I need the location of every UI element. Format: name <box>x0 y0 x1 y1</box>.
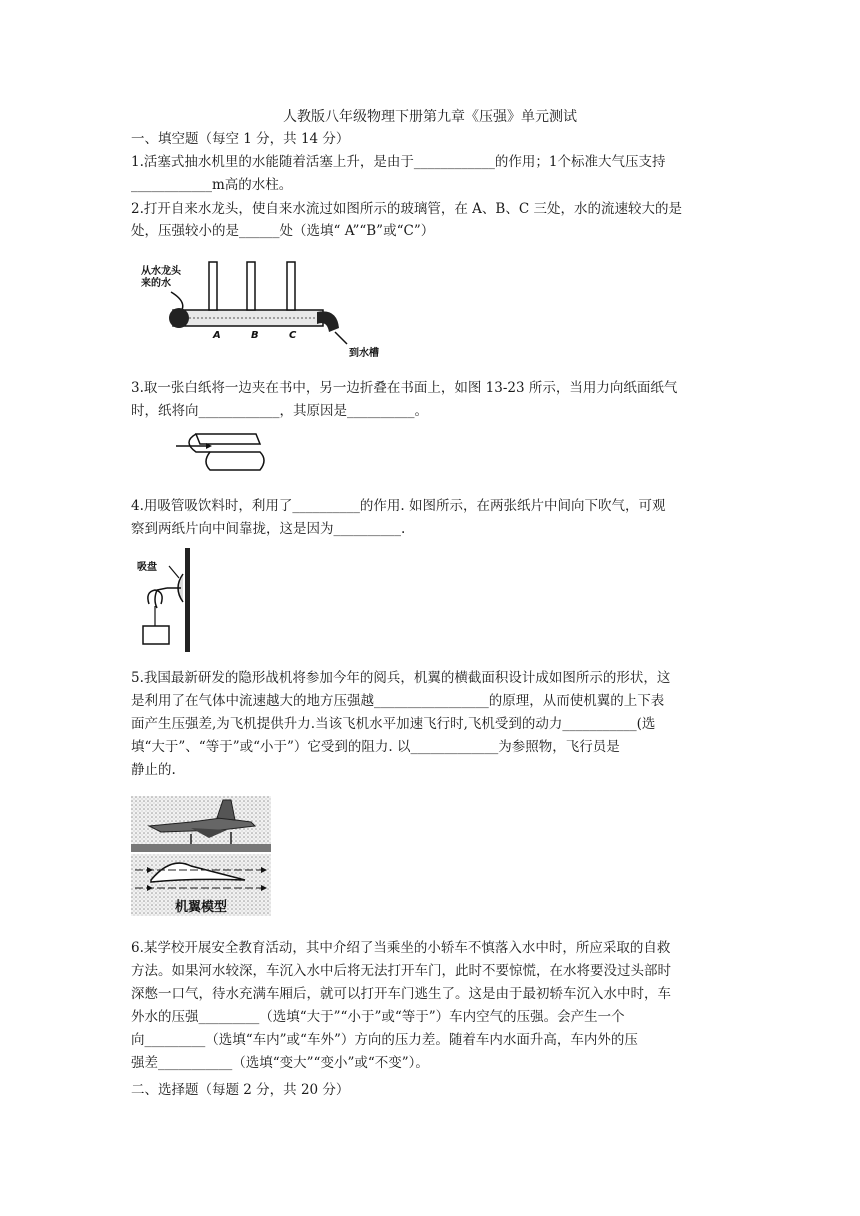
question-6-line-1: 6.某学校开展安全教育活动，其中介绍了当乘坐的小轿车不慎落入水中时，所应采取的自救 <box>131 940 671 956</box>
question-6-line-4: 外水的压强_________（选填“大于”“小于”或“等于”）车内空气的压强。会产生一个 <box>131 1009 625 1025</box>
label-point-c: C <box>289 330 297 341</box>
question-5-line-1: 5.我国最新研发的隐形战机将参加今年的阅兵，机翼的横截面积设计成如图所示的形状，这 <box>131 670 671 686</box>
question-2-line-2: 处，压强较小的是______处（选填“ A”“B”或“C”） <box>131 223 435 239</box>
section-heading-fill-blank: 一、填空题（每空 1 分，共 14 分） <box>131 131 350 147</box>
folded-paper-figure <box>176 424 276 480</box>
suction-cup-figure <box>131 548 201 654</box>
label-from-faucet-1: 从水龙头 <box>141 266 181 277</box>
label-from-faucet-2: 来的水 <box>141 278 171 289</box>
question-5-line-5: 静止的. <box>131 762 176 778</box>
page-title: 人教版八年级物理下册第九章《压强》单元测试 <box>283 109 577 125</box>
label-to-sink: 到水槽 <box>349 348 379 359</box>
question-4-line-2: 察到两纸片向中间靠拢，这是因为__________. <box>131 521 406 537</box>
label-point-a: A <box>213 330 221 341</box>
glass-tube-figure <box>131 258 391 364</box>
question-6-line-5: 向_________（选填“车内”或“车外”）方向的压力差。随着车内水面升高，车内外的压 <box>131 1032 638 1048</box>
question-1-line-1: 1.活塞式抽水机里的水能随着活塞上升，是由于____________的作用；1个标准大气压支持 <box>131 154 666 170</box>
wing-model-figure <box>131 796 271 916</box>
question-5-line-3: 面产生压强差,为飞机提供升力.当该飞机水平加速飞行时,飞机受到的动力___________(选 <box>131 716 656 732</box>
question-6-line-6: 强差___________（选填“变大”“变小”或“不变”）。 <box>131 1055 429 1071</box>
question-1-line-2: ____________m高的水柱。 <box>131 177 293 193</box>
question-3-line-2: 时，纸将向____________，其原因是__________。 <box>131 403 428 419</box>
section-heading-multiple-choice: 二、选择题（每题 2 分，共 20 分） <box>131 1082 350 1098</box>
label-suction-cup: 吸盘 <box>137 562 157 573</box>
question-4-line-1: 4.用吸管吸饮料时，利用了__________的作用. 如图所示，在两张纸片中间向下吹气，可观 <box>131 498 666 514</box>
question-5-line-2: 是利用了在气体中流速越大的地方压强越_________________的原理，从而使机翼的上下表 <box>131 693 665 709</box>
label-point-b: B <box>251 330 259 341</box>
question-6-line-2: 方法。如果河水较深，车沉入水中后将无法打开车门，此时不要惊慌，在水将要没过头部时 <box>131 963 671 979</box>
question-2-line-1: 2.打开自来水龙头，使自来水流过如图所示的玻璃管，在 A、B、C 三处，水的流速较大的是 <box>131 201 682 217</box>
label-wing-model: 机翼模型 <box>174 900 228 915</box>
question-6-line-3: 深憋一口气，待水充满车厢后，就可以打开车门逃生了。这是由于最初轿车沉入水中时，车 <box>131 986 671 1002</box>
question-3-line-1: 3.取一张白纸将一边夹在书中，另一边折叠在书面上，如图 13-23 所示，当用力向纸面纸气 <box>131 380 678 396</box>
question-5-line-4: 填“大于”、“等于”或“小于”）它受到的阻力. 以_____________为参照物，飞行员是 <box>131 739 620 755</box>
